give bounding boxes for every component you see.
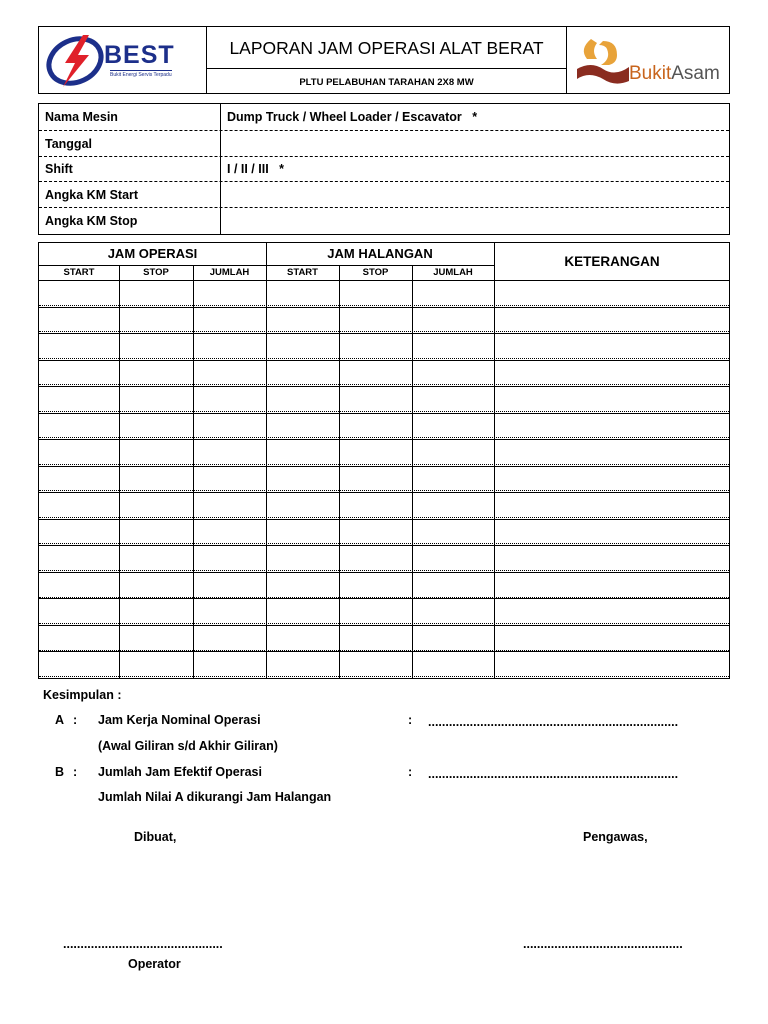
summary-a-fill-line[interactable]: ........................................................................ [428,715,679,729]
best-logo-tagline: Bukit Energi Servis Terpadu [110,72,172,78]
info-value[interactable]: I / II / III * [227,162,284,176]
table-row[interactable] [39,280,729,307]
summary-b-colon: : [73,765,78,779]
info-value[interactable]: Dump Truck / Wheel Loader / Escavator * [227,110,478,124]
table-row[interactable] [39,307,729,334]
table-row[interactable] [39,519,729,546]
signature-right-title: Pengawas, [583,830,648,844]
bukit-asam-name-part1: Bukit [629,63,672,84]
info-row-shift [39,157,729,182]
table-row[interactable] [39,651,729,678]
table-row[interactable] [39,466,729,493]
group-header-jam-halangan: JAM HALANGAN [327,246,433,261]
summary-a-colon: : [73,713,78,727]
table-row[interactable] [39,386,729,413]
bukit-asam-name-part2: Asam [671,63,720,84]
bukit-asam-logo-text [629,63,720,85]
page-title: LAPORAN JAM OPERASI ALAT BERAT [207,27,566,69]
page-subtitle: PLTU PELABUHAN TARAHAN 2X8 MW [299,77,474,88]
best-emblem-icon [43,29,107,93]
table-row[interactable] [39,439,729,466]
subcolumn-header: START [287,267,318,278]
column-header-keterangan: KETERANGAN [564,254,660,269]
best-logo-text: BEST [104,41,175,69]
info-label: Angka KM Stop [45,214,138,228]
summary-b-label: B [55,765,65,779]
header-title-block [207,27,567,93]
info-row-km-stop [39,208,729,234]
subcolumn-header: JUMLAH [209,267,250,278]
info-row-nama-mesin [39,104,729,131]
info-label: Shift [45,162,73,176]
group-header-jam-operasi: JAM OPERASI [107,246,198,261]
subcolumn-header: STOP [362,267,389,278]
subcolumn-header: START [63,267,95,278]
info-label: Tanggal [45,137,92,151]
signature-right-line[interactable]: .............................................. [523,937,683,951]
machine-info-table [38,103,730,235]
table-row[interactable] [39,333,729,360]
best-logo [39,27,207,93]
table-row[interactable] [39,545,729,572]
summary-a-value-colon: : [408,713,413,727]
summary-heading: Kesimpulan : [43,688,122,702]
summary-a-label: A [55,713,65,727]
summary-a-line1: Jam Kerja Nominal Operasi [98,713,261,727]
subcolumn-header: JUMLAH [433,267,473,278]
summary-b-line1: Jumlah Jam Efektif Operasi [98,765,262,779]
report-header [38,26,730,94]
bukit-asam-logo [567,27,731,93]
table-row[interactable] [39,360,729,387]
table-row[interactable] [39,413,729,440]
info-row-km-start [39,182,729,208]
bukit-asam-emblem-icon [577,35,637,85]
subcolumn-header: STOP [143,267,169,278]
table-row[interactable] [39,492,729,519]
summary-b-value-colon: : [408,765,413,779]
summary-b-fill-line[interactable]: ........................................................................ [428,767,679,781]
operating-hours-table [38,242,730,679]
signature-left-title: Dibuat, [134,830,177,844]
table-row[interactable] [39,598,729,625]
signature-left-role: Operator [128,957,181,971]
info-label: Angka KM Start [45,188,139,202]
table-row[interactable] [39,625,729,652]
info-label: Nama Mesin [45,110,118,124]
signature-left-line[interactable]: .............................................. [63,937,223,951]
table-row[interactable] [39,572,729,599]
info-row-tanggal [39,131,729,157]
summary-a-line2: (Awal Giliran s/d Akhir Giliran) [98,739,278,753]
summary-b-line2: Jumlah Nilai A dikurangi Jam Halangan [98,790,332,804]
